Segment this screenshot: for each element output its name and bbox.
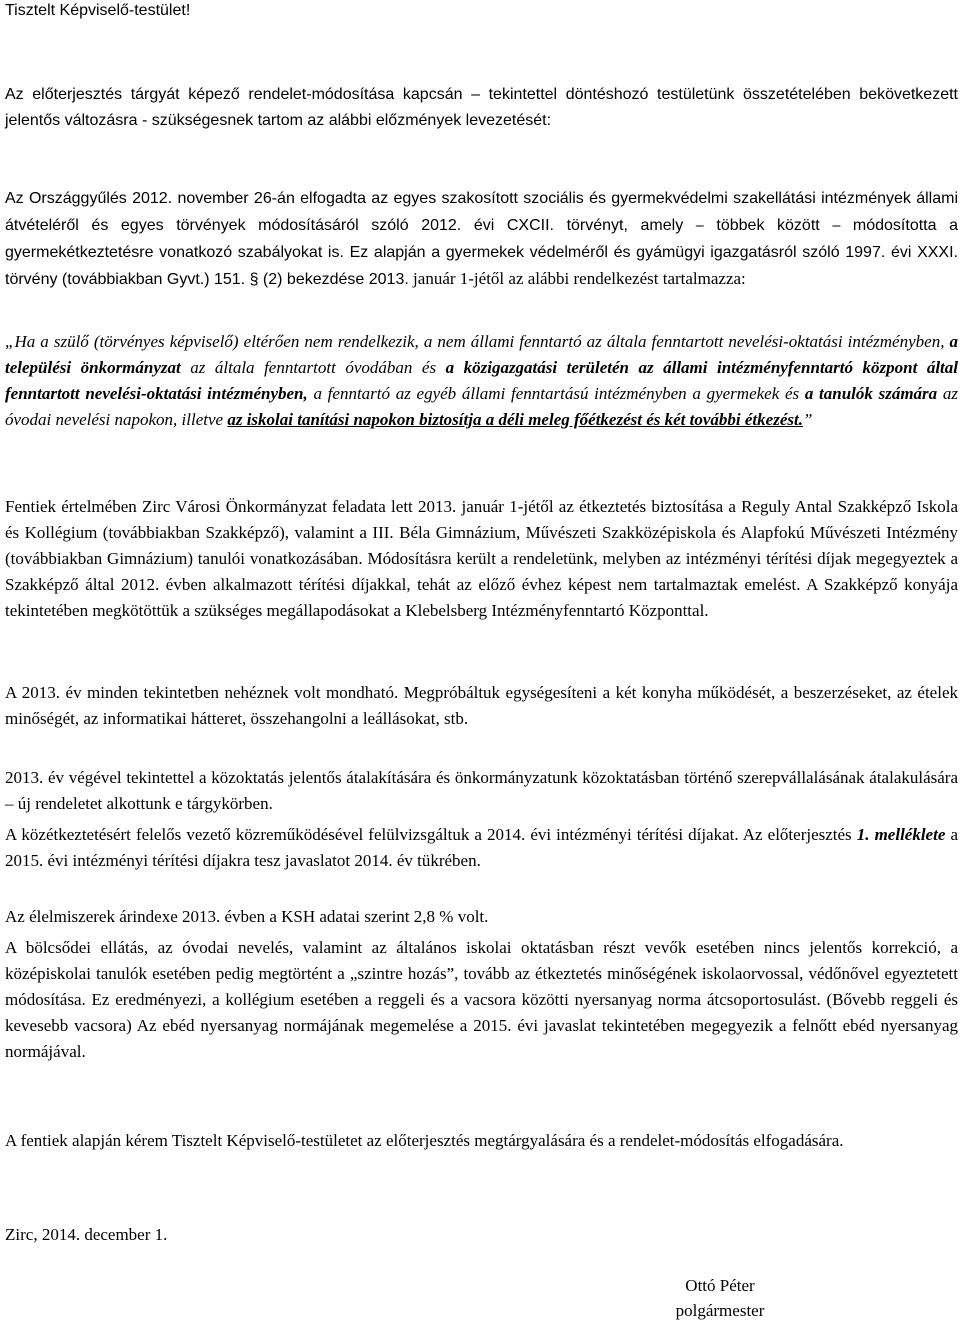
nursery-paragraph: A bölcsődei ellátás, az óvodai nevelés, valamint az általános iskolai oktatásban részt vevők esetében nincs jelentős korrekció, a középiskolai tanulók esetében pedig megtörtént a „szintre hozás”, tovább az étkeztetés minőségének iskolaorvossal, védőnővel egyeztetett módosítása. Ez eredményezi, a kollégium esetében a reggeli és a vacsora közötti nyersanyag norma átcsoportosulást. (Bővebb reggeli és kevesebb vacsora) Az ebéd nyersanyag normájának megemelése a 2015. évi javaslat tekintetében megegyezik a felnőtt ebéd nyersanyag normájával. — [5, 938, 958, 1061]
zirc-paragraph: Fentiek értelmében Zirc Városi Önkormányzat feladata lett 2013. január 1-jétől az étkeztetés biztosítása a Reguly Antal Szakképző Iskola és Kollégium (továbbiakban Szakképző), valamint a III. Béla Gimnázium, Művészeti Szakközépiskola és Alapfokú Művészeti Intézmény (továbbiakban Gimnázium) tanulói vonatkozásában. Módosításra került a rendeletünk, melyben az intézményi térítési díjak megegyeztek a Szakképző által 2012. évben alkalmazott térítési díjakkal, tehát az előző évhez képest nem tartalmaztak emelést. A Szakképző konyája tekintetében megkötöttük a szükséges megállapodásokat a Klebelsberg Intézményfenntartó Központtal. — [5, 497, 958, 620]
public-education-paragraph: 2013. év végével tekintettel a közoktatás jelentős átalakítására és önkormányzatunk közoktatásban történő szerepvállalásának átalakulására – új rendeletet alkottunk e tárgykörben. — [5, 768, 958, 813]
date-line: Zirc, 2014. december 1. — [5, 1225, 168, 1244]
quote-bold-3: a tanulók számára — [804, 384, 938, 403]
quote-part-5: ” — [802, 410, 813, 429]
annex-reference: 1. melléklete — [856, 825, 946, 844]
quoted-provision — [5, 329, 958, 433]
quote-part-1: „Ha a szülő (törvényes képviselő) eltérően nem rendelkezik, a nem állami fenntartó az általa fenntartott nevelési-oktatási intézményben, — [5, 332, 950, 351]
intro-paragraph: Az előterjesztés tárgyát képező rendelet-módosítása kapcsán – tekintettel döntéshozó testületünk összetételében bekövetkezett jelentős változásra - szükségesnek tartom az alábbi előzmények levezetését: — [5, 86, 958, 129]
fees-paragraph — [5, 822, 958, 874]
quote-bold-4: az iskolai tanítási napokon biztosítja a déli meleg főétkezést és két további étkezést. — [227, 410, 803, 429]
quote-part-4: az óvodai nevelési napokon, illetve — [5, 384, 958, 429]
signatory-title: polgármester — [675, 1301, 765, 1320]
law-prefix: Az Országgyűlés 2012. — [5, 190, 173, 207]
price-index-paragraph: Az élelmiszerek árindexe 2013. évben a KSH adatai szerint 2,8 % volt. — [5, 907, 489, 926]
request-paragraph: A fentiek alapján kérem Tisztelt Képviselő-testületet az előterjesztés megtárgyalására és a rendelet-módosítás elfogadására. — [5, 1131, 844, 1150]
year-2013-paragraph: A 2013. év minden tekintetben nehéznek volt mondható. Megpróbáltuk egységesíteni a két konyha működését, a beszerzéseket, az ételek minőségét, az informatikai hátteret, összehangolni a leállásokat, stb. — [5, 683, 958, 728]
quote-part-3: a fenntartó az egyéb állami fenntartású intézményben a gyermekek és — [307, 384, 805, 403]
signature-block — [650, 1273, 790, 1323]
fees-text-c: a 2015. évi intézményi térítési díjakra tesz javaslatot 2014. év tükrében. — [5, 825, 958, 870]
law-body: november 26-án elfogadta az egyes szakosított szociális és gyermekvédelmi szakellátási intézmények állami átvételéről és egyes törvények módosításáról szóló 2012. évi CXCII. törvényt, amely ⎯ többek között ⎯ módosította a gyermekétkeztetésre vonatkozó szabályokat is. Ez alapján a gyermekek védelméről és gyámügyi igazgatásról szóló 1997. évi XXXI. törvény (továbbiakban Gyvt.) 151. § (2) bekezdése 2013. — [5, 190, 958, 288]
salutation: Tisztelt Képviselő-testület! — [5, 2, 191, 19]
signatory-name: Ottó Péter — [685, 1276, 755, 1295]
law-tail: január 1-jétől az alábbi rendelkezést tartalmazza: — [408, 269, 746, 288]
law-paragraph — [5, 185, 958, 293]
quote-bold-2: a közigazgatási területén az állami intézményfenntartó központ által fenntartott nevelési-oktatási intézményben, — [5, 358, 958, 403]
quote-bold-1: a települési önkormányzat — [5, 332, 958, 377]
quote-part-2: az általa fenntartott óvodában és — [180, 358, 446, 377]
fees-text-a: A közétkeztetésért felelős vezető közreműködésével felülvizsgáltuk a 2014. évi intézményi térítési díjakat. Az előterjesztés — [5, 825, 857, 844]
